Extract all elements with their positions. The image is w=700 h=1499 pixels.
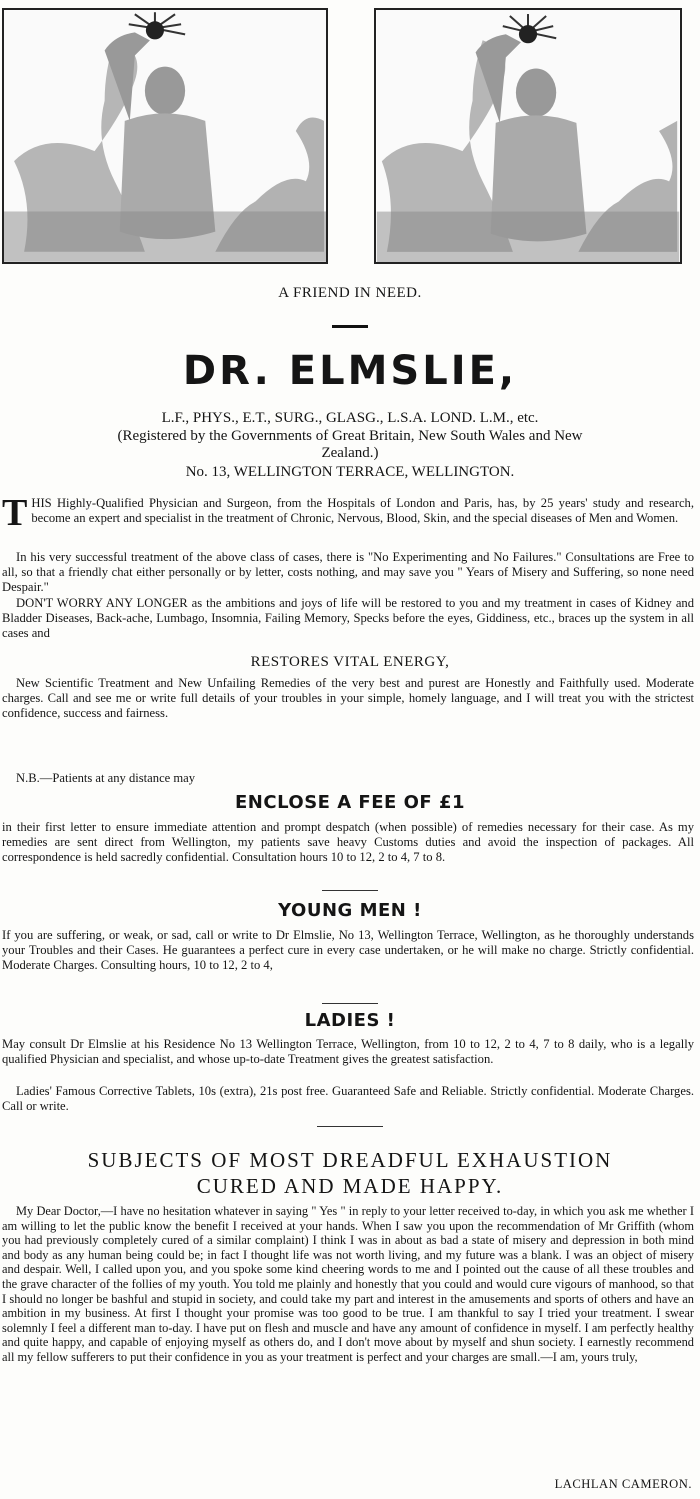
divider: [332, 325, 368, 328]
vital-energy-heading: RESTORES VITAL ENERGY,: [250, 654, 450, 670]
young-men-paragraph: If you are suffering, or weak, or sad, call or write to Dr Elmslie, No 13, Wellington Terrace, Wellington, as he thoroughly understands your Troubles and their Cases. He guarantees a perfect cure in every case undertaken, or he will make no charge. Strictly confidential. Moderate Charges. Consulting hours, 10 to 12, 2 to 4,: [2, 928, 694, 972]
vital-paragraph-1: New Scientific Treatment and New Unfailing Remedies of the very best and purest are Honestly and Faithfully used. Moderate charges. Call and see me or write full details of your troubles in your simple, homely language, and I will treat you with the strictest confidence, success and fairness.: [2, 676, 694, 720]
sun-maiden-illustration: [4, 10, 326, 262]
woodcut-image-left: [2, 8, 328, 264]
sun-maiden-illustration: [376, 10, 680, 262]
divider: [322, 890, 378, 891]
enclose-fee-heading: ENCLOSE A FEE OF £1: [235, 792, 465, 813]
woodcut-image-right: [374, 8, 682, 264]
divider: [317, 1126, 383, 1127]
intro-block: [2, 492, 694, 534]
testimonial-heading-1: SUBJECTS OF MOST DREADFUL EXHAUSTION: [87, 1148, 613, 1172]
ladies-paragraph-1: May consult Dr Elmslie at his Residence No 13 Wellington Terrace, Wellington, from 10 to 12, 2 to 4, 7 to 8 daily, who is a legally qualified Physician and specialist, and whose up-to-date Treatment gives the greatest satisfaction.: [2, 1037, 694, 1066]
intro-paragraph-1: HIS Highly-Qualified Physician and Surgeon, from the Hospitals of London and Paris, has, by 25 years' study and research, become an expert and specialist in the treatment of Chronic, Nervous, Blood, Skin, and the special diseases of Men and Women.: [31, 496, 694, 525]
address: No. 13, WELLINGTON TERRACE, WELLINGTON.: [185, 464, 515, 480]
intro-paragraph-2: In his very successful treatment of the above class of cases, there is "No Experimenting and No Failures." Consultations are Free to all, so that a friendly chat either personally or by letter, costs nothing, and may save you " Years of Misery and Suffering, so none need Despair.": [2, 550, 694, 594]
ladies-heading: LADIES !: [304, 1010, 396, 1031]
vital-paragraph-2: N.B.—Patients at any distance may: [16, 771, 196, 785]
registered-line-2: Zealand.): [321, 445, 379, 461]
registered-line-1: (Registered by the Governments of Great Britain, New South Wales and New: [117, 428, 583, 444]
testimonial-heading-2: CURED AND MADE HAPPY.: [196, 1174, 504, 1198]
friend-in-need-heading: A FRIEND IN NEED.: [278, 285, 422, 301]
fee-paragraph: in their first letter to ensure immediate attention and prompt despatch (when possible) of remedies necessary for their case. As my remedies are sent direct from Wellington, my patients save heavy Customs duties and avoid the inspection of packages. All correspondence is held sacredly confidential. Consultation hours 10 to 12, 2 to 4, 7 to 8.: [2, 820, 694, 864]
ladies-paragraph-2: Ladies' Famous Corrective Tablets, 10s (extra), 21s post free. Guaranteed Safe and Reliable. Strictly confidential. Moderate Charges. Call or write.: [2, 1084, 694, 1113]
intro-paragraph-3: DON'T WORRY ANY LONGER as the ambitions and joys of life will be restored to you and my treatment in cases of Kidney and Bladder Diseases, Back-ache, Lumbago, Insomnia, Failing Memory, Specks before the eyes, Giddiness, etc., braces up the system in all cases and: [2, 596, 694, 640]
testimonial-body: My Dear Doctor,—I have no hesitation whatever in saying " Yes " in reply to your letter received to-day, in which you ask me whether I am willing to let the public know the benefit I received at your hands. When I saw you upon the recommendation of Mr Griffith (whom you had previously completely cured of a similar complaint) I think I was in about as bad a state of misery and depression in both mind and body as any human being could be; in fact I thought life was not worth living, and my future was a blank. I was an object of misery and despair. Well, I called upon you, and you spoke some kind cheering words to me and I pointed out the cause of all these troubles and the grave character of the follies of my youth. You told me plainly and honestly that you could and would cure vigours of manhood, so that I should no longer be bashful and stupid in society, and could take my part and interest in the amusements and sports of others and have an ambition in my business. At first I thought your promise was too good to be true. I am thankful to say I tried your treatment. I swear solemnly I feel a different man to-day. I have put on flesh and muscle and have any amount of confidence in myself. I am perfectly healthy and quite happy, and capable of enjoying myself as others do, and I don't move about by myself and shun society. I earnestly recommend all my fellow sufferers to put their confidence in you as your treatment is perfect and your charges are small.—I am, yours truly,: [2, 1204, 694, 1364]
divider: [322, 1003, 378, 1004]
testimonial-signature: LACHLAN CAMERON.: [554, 1477, 692, 1491]
qualifications: L.F., PHYS., E.T., SURG., GLASG., L.S.A. LOND. L.M., etc.: [161, 410, 539, 426]
doctor-name: DR. ELMSLIE,: [182, 348, 518, 394]
drop-cap: T: [2, 492, 28, 534]
young-men-heading: YOUNG MEN !: [278, 900, 422, 921]
